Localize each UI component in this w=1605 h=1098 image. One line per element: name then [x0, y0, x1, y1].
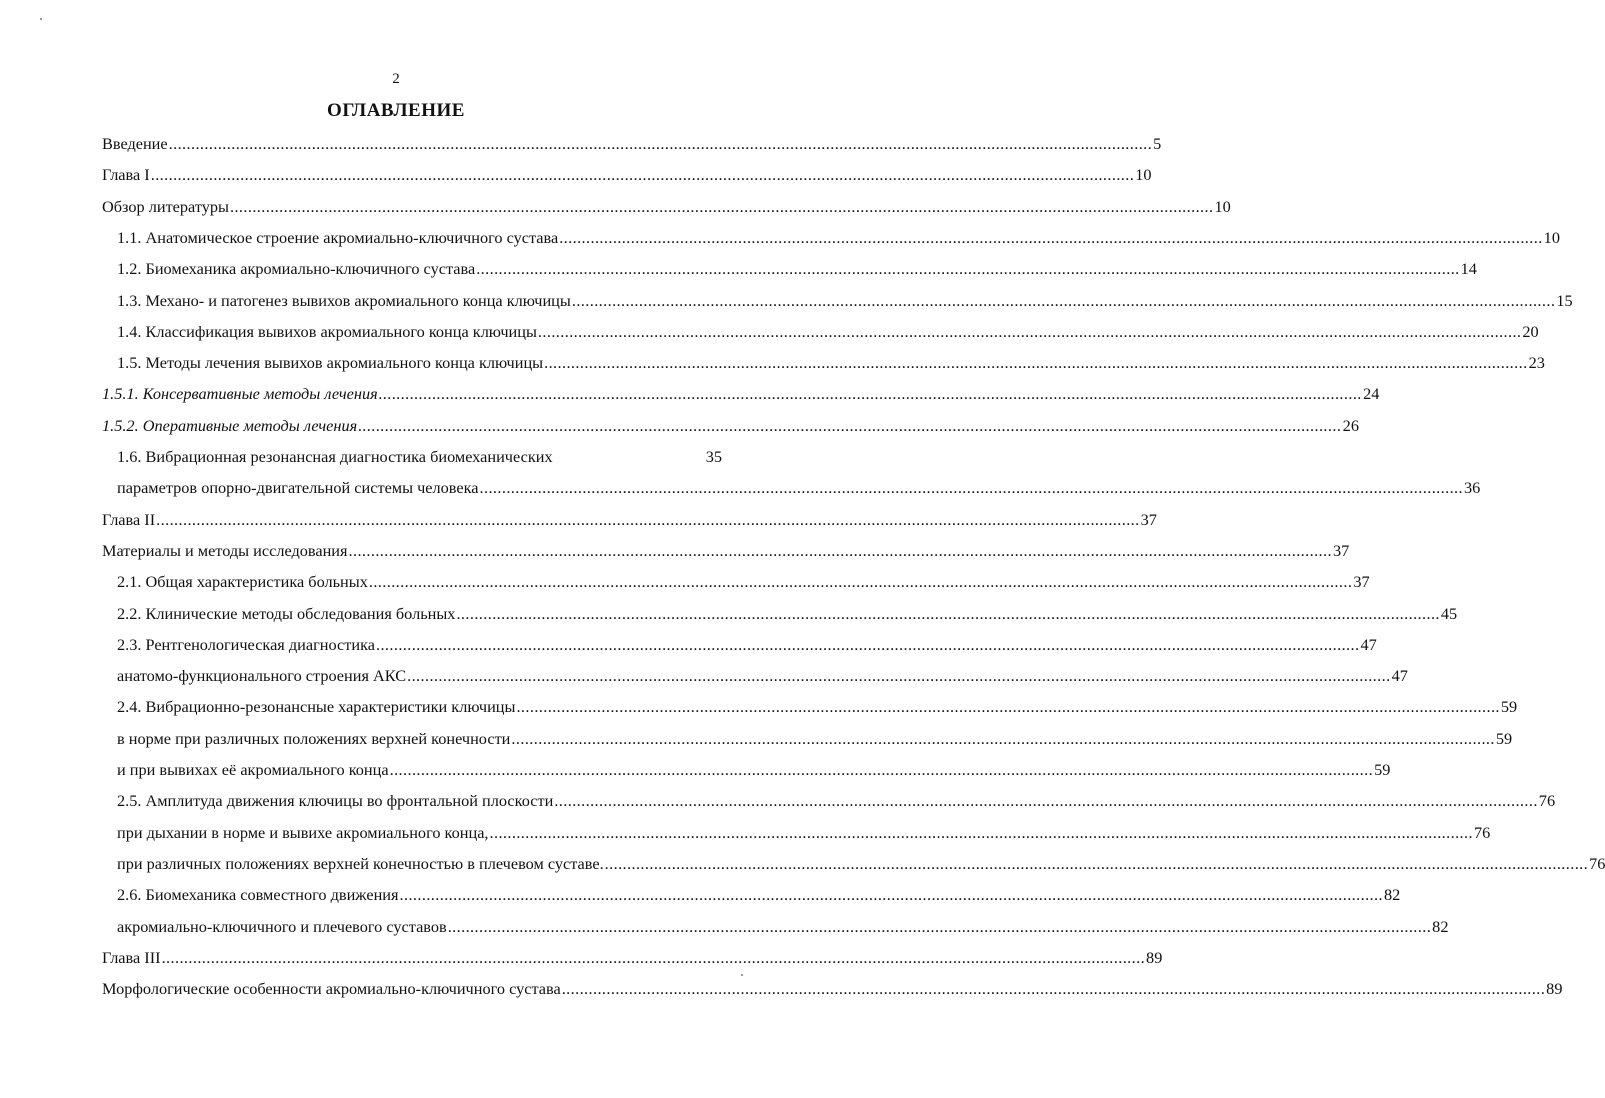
toc-leader-dots: ............................................................................................................................................................................................................................	[476, 259, 1460, 279]
toc-leader-dots: ............................................................................................................................................................................................................................	[156, 509, 1140, 529]
toc-entry	[102, 163, 1152, 187]
toc-leader-dots: ............................................................................................................................................................................................................................	[399, 885, 1383, 905]
toc-entry-label: 2.5. Амплитуда движения ключицы во фронтальной плоскости	[117, 791, 554, 811]
toc-entry-label: в норме при различных положениях верхней конечности	[117, 728, 511, 748]
toc-leader-dots: ............................................................................................................................................................................................................................	[378, 384, 1363, 404]
toc-entry-page: 14	[1460, 259, 1477, 279]
toc-leader-dots: ............................................................................................................................................................................................................................	[544, 353, 1528, 373]
toc-entry	[117, 758, 1391, 782]
toc-entry	[117, 633, 1377, 657]
toc-entry-page: 36	[1463, 478, 1481, 498]
page-number: 2	[392, 71, 400, 87]
toc-leader-dots: ............................................................................................................................................................................................................................	[489, 822, 1473, 842]
toc-leader-dots: ............................................................................................................................................................................................................................	[511, 728, 1495, 748]
toc-entry	[117, 821, 1491, 845]
toc-entry-page: 89	[1546, 979, 1563, 999]
toc-entry-label: 1.5.2. Оперативные методы лечения	[102, 415, 358, 435]
toc-entry	[102, 946, 1163, 970]
toc-entry	[117, 445, 722, 469]
toc-entry-page: 10	[1214, 196, 1231, 216]
toc-leader-dots: ............................................................................................................................................................................................................................	[348, 540, 1332, 560]
toc-entry	[117, 852, 1605, 876]
toc-entry	[117, 289, 1573, 313]
toc-entry-page: 82	[1432, 916, 1449, 936]
toc-leader-dots: ............................................................................................................................................................................................................................	[150, 165, 1135, 185]
toc-leader-dots: ............................................................................................................................................................................................................................	[561, 979, 1546, 999]
toc-entry	[117, 257, 1477, 281]
toc-entry-label: 2.1. Общая характеристика больных	[117, 572, 368, 592]
toc-entry-page: 45	[1440, 603, 1458, 623]
toc-entry-page: 59	[1500, 697, 1518, 717]
toc-entry	[117, 226, 1560, 250]
toc-entry-label: анатомо-функционального строения АКС	[117, 666, 407, 686]
toc-entry	[117, 883, 1401, 907]
toc-entry-page: 26	[1342, 415, 1359, 435]
toc-entry-page: 59	[1374, 760, 1391, 779]
toc-entry-page: 15	[1556, 290, 1573, 310]
toc-entry-label: 2.3. Рентгенологическая диагностика	[117, 634, 375, 654]
toc-entry-page: 37	[1140, 509, 1157, 529]
toc-leader-dots: ............................................................................................................................................................................................................................	[229, 196, 1214, 216]
toc-leader-dots: ............................................................................................................................................................................................................................	[479, 478, 1463, 498]
toc-entry-page: 47	[1360, 634, 1377, 654]
toc-entry-label: 1.5.1. Консервативные методы лечения	[102, 384, 378, 404]
scan-speck	[40, 18, 42, 20]
toc-entry	[117, 664, 1408, 688]
toc-entry	[117, 570, 1370, 594]
toc-entry-label: Глава II	[102, 509, 156, 529]
toc-entry-label: 2.2. Клинические методы обследования больных	[117, 603, 456, 623]
toc-entry-label: Морфологические особенности акромиально-ключичного сустава	[102, 979, 561, 999]
toc-leader-dots: ............................................................................................................................................................................................................................	[407, 666, 1391, 686]
scan-speck	[741, 974, 743, 976]
toc-entry-page: 47	[1391, 666, 1408, 686]
toc-entry	[102, 132, 1162, 156]
toc-entry-page: 10	[1543, 227, 1560, 247]
toc-entry-label: Обзор литературы	[102, 196, 229, 216]
toc-entry-label: 1.1. Анатомическое строение акромиально-ключичного сустава	[117, 227, 559, 247]
toc-entry	[102, 508, 1157, 532]
toc-entry-label: 1.6. Вибрационная резонансная диагностика биомеханических	[117, 447, 553, 466]
toc-entry-label: 2.6. Биомеханика совместного движения	[117, 885, 399, 905]
toc-leader-dots: ............................................................................................................................................................................................................................	[559, 227, 1543, 247]
toc-entry-page: 23	[1528, 353, 1545, 373]
toc-leader-dots: ............................................................................................................................................................................................................................	[368, 572, 1353, 592]
toc-leader-dots: ............................................................................................................................................................................................................................	[456, 603, 1440, 623]
toc-entry-page: 76	[1538, 791, 1556, 811]
toc-leader-dots: ............................................................................................................................................................................................................................	[389, 760, 1374, 779]
toc-entry-page: 5	[1153, 134, 1162, 153]
toc-leader-dots: ............................................................................................................................................................................................................................	[516, 697, 1500, 717]
toc-leader-dots: ............................................................................................................................................................................................................................	[358, 415, 1342, 435]
toc-entry	[102, 539, 1350, 563]
toc-leader-dots: ............................................................................................................................................................................................................................	[447, 916, 1432, 936]
toc-entry	[102, 414, 1359, 438]
toc-leader-dots: ............................................................................................................................................................................................................................	[571, 290, 1556, 310]
toc-entry-page: 82	[1383, 885, 1401, 905]
toc-entry	[102, 382, 1380, 406]
toc-entry-label: 1.3. Механо- и патогенез вывихов акромиального конца ключицы	[117, 290, 571, 310]
toc-entry-label: Глава I	[102, 165, 150, 185]
toc-entry-label: 1.2. Биомеханика акромиально-ключичного сустава	[117, 259, 476, 279]
toc-entry-label: Материалы и методы исследования	[102, 540, 348, 560]
toc-leader-dots: ............................................................................................................................................................................................................................	[168, 134, 1153, 153]
toc-entry-page: 37	[1332, 540, 1350, 560]
toc-entry-label: параметров опорно-двигательной системы человека	[117, 478, 479, 498]
toc-entry-page: 10	[1135, 165, 1152, 185]
toc-entry-label: акромиально-ключичного и плечевого суставов	[117, 916, 447, 936]
toc-entry	[102, 977, 1563, 1001]
toc-entry	[117, 915, 1449, 939]
toc-entry	[117, 789, 1556, 813]
toc-entry-page: 24	[1363, 384, 1380, 404]
toc-entry-label: Глава III	[102, 947, 161, 967]
toc-entry-label: при различных положениях верхней конечностью в плечевом суставе.	[117, 853, 604, 873]
toc-leader-dots: ............................................................................................................................................................................................................................	[161, 947, 1146, 967]
toc-entry-page: 89	[1146, 947, 1163, 967]
toc-entry-label: 2.4. Вибрационно-резонансные характеристики ключицы	[117, 697, 516, 717]
toc-entry-page: 59	[1495, 728, 1513, 748]
toc-leader-dots: ............................................................................................................................................................................................................................	[554, 791, 1538, 811]
page-title: ОГЛАВЛЕНИЕ	[327, 100, 465, 121]
toc-entry	[117, 695, 1518, 719]
toc-entry-label: Введение	[102, 134, 168, 153]
toc-entry	[117, 727, 1513, 751]
toc-entry-page: 20	[1522, 321, 1539, 341]
toc-leader-dots: ............................................................................................................................................................................................................................	[375, 634, 1360, 654]
toc-entry	[117, 602, 1458, 626]
toc-leader-dots: ............................................................................................................................................................................................................................	[604, 853, 1589, 873]
toc-entry	[102, 195, 1231, 219]
toc-leader-dots: ............................................................................................................................................................................................................................	[537, 321, 1522, 341]
toc-entry-label: при дыхании в норме и вывихе акромиального конца,	[117, 822, 489, 842]
toc-entry	[117, 320, 1539, 344]
toc-entry	[117, 351, 1545, 375]
toc-entry-page: 37	[1353, 572, 1370, 592]
toc-entry-page: 35	[705, 447, 722, 466]
toc-entry-label: и при вывихах её акромиального конца	[117, 760, 389, 779]
toc-entry	[117, 476, 1481, 500]
toc-entry-label: 1.4. Классификация вывихов акромиального конца ключицы	[117, 321, 537, 341]
toc-entry-page: 76	[1589, 853, 1605, 873]
toc-entry-page: 76	[1473, 822, 1491, 842]
toc-entry-label: 1.5. Методы лечения вывихов акромиального конца ключицы	[117, 353, 544, 373]
